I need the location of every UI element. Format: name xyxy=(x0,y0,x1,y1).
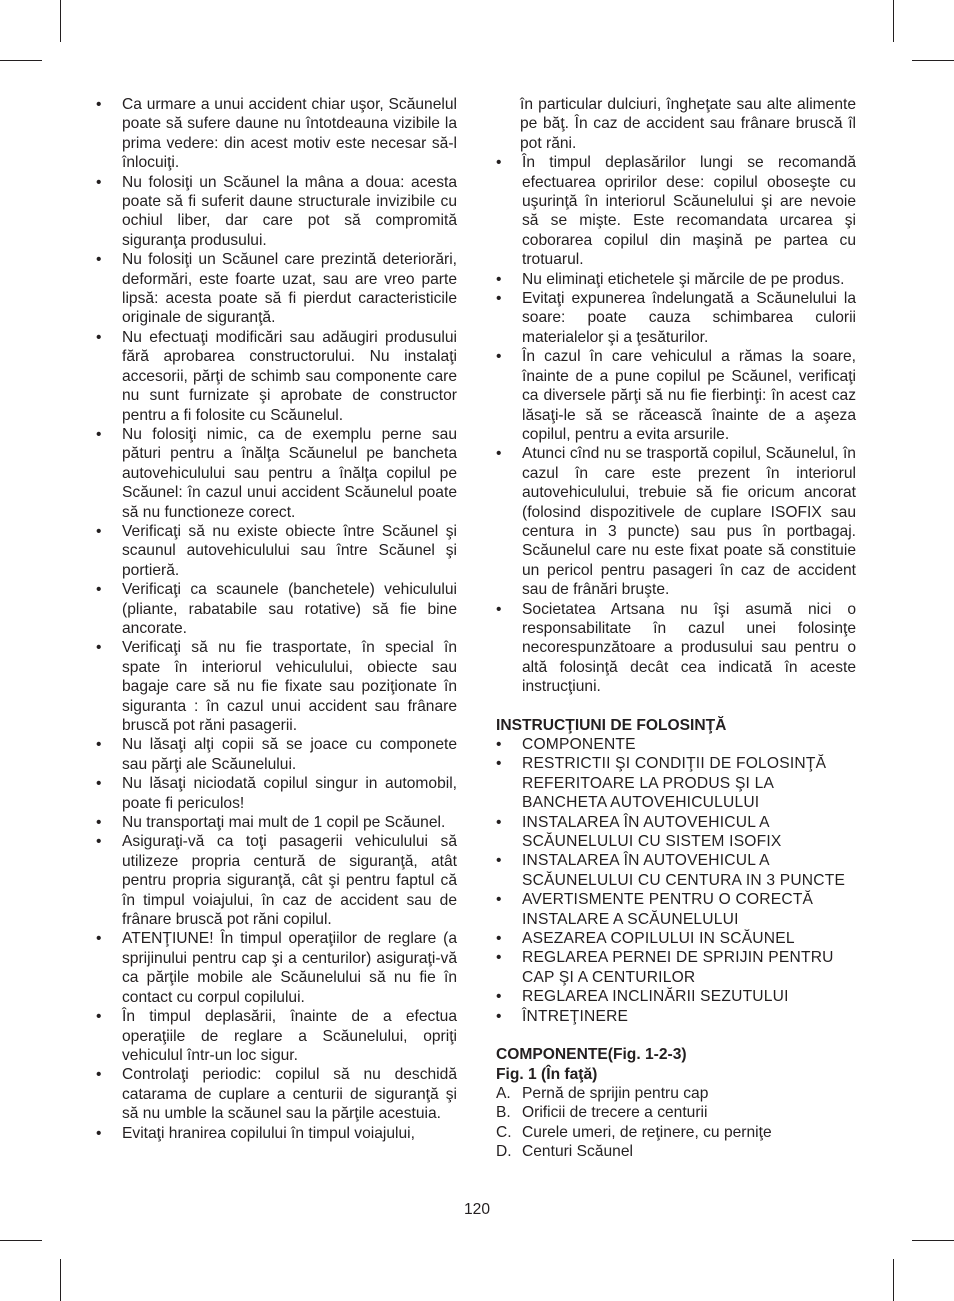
component-item xyxy=(496,1123,856,1142)
components-list xyxy=(496,1084,856,1162)
component-text: Centuri Scăunel xyxy=(522,1143,633,1161)
list-item: • În timpul deplasării, înainte de a efectua operaţiile de reglare a Scăunelului, opriţi vehiculul într-un loc sigur. xyxy=(96,1007,457,1065)
crop-mark xyxy=(0,60,42,61)
component-text: Curele umeri, de reţinere, cu perniţe xyxy=(522,1123,772,1141)
toc-item: • REGLAREA INCLINĂRII SEZUTULUI xyxy=(496,987,856,1006)
list-item-continuation: în particular dulciuri, îngheţate sau alte alimente pe băţ. În caz de accident sau frânare bruscă îl pot răni. xyxy=(520,96,856,152)
list-item: • Atunci cînd nu se trasportă copilul, Scăunelul, în cazul în care este prezent în interiorul autovehiculului, trebuie să fie oricum ancorat (folosind dispozitivele de cuplare ISOFIX sau centura in 3 puncte) sau pus în portbagaj. Scăunelul care nu este fixat poate să constituie un pericol pentru pasageri în caz de accident sau de frânări bruşte. xyxy=(496,444,856,599)
list-item: • Evitaţi expunerea îndelungată a Scăunelului la soare: poate cauza schimbarea culorii materialelor şi a ţesăturilor. xyxy=(496,289,856,347)
list-item: • Societatea Artsana nu îşi asumă nici o responsabilitate în cazul unei folosinţe necorespunzătoare a produsului sau pentru o altă folosinţă decât cea indicată în aceste instrucţiuni. xyxy=(496,600,856,697)
crop-mark xyxy=(912,1240,954,1241)
list-item: • Nu transportaţi mai mult de 1 copil pe Scăunel. xyxy=(96,813,457,832)
safety-warnings-continued-list xyxy=(496,95,856,697)
page-number: 120 xyxy=(463,1201,491,1218)
list-item: • Ca urmare a unui accident chiar uşor, Scăunelul poate să sufere daune nu întotdeauna vizibile la prima vedere: din acest motiv este necesar să-l înlocuiţi. xyxy=(96,95,457,173)
list-item: • Nu lăsaţi alţi copii să se joace cu componete sau părţi ale Scăunelului. xyxy=(96,735,457,774)
table-of-contents xyxy=(496,735,856,1026)
toc-item: • COMPONENTE xyxy=(496,735,856,754)
component-text: Orificii de trecere a centurii xyxy=(522,1104,708,1122)
crop-mark xyxy=(60,0,61,42)
list-item: • Verificaţi să nu existe obiecte între Scăunel şi scaunul autovehiculului sau între Scăunel şi portieră. xyxy=(96,522,457,580)
list-item: • Asiguraţi-vă ca toţi pasagerii vehiculului să utilizeze propria centură de siguranţă, atât pentru propria siguranţă, cât şi pentru faptul că în timpul voiajului, în caz de accident sau de frânare bruscă pot răni copilul. xyxy=(96,832,457,929)
component-text: Pernă de sprijin pentru cap xyxy=(522,1084,709,1102)
list-item: • Nu efectuaţi modificări sau adăugiri produsului fără aprobarea constructorului. Nu instalaţi accesorii, părţi de schimb sau componente care nu sunt furnizate şi aprobate de constructor pentru a fi folosite cu Scăunelul. xyxy=(96,328,457,425)
crop-mark xyxy=(893,0,894,42)
component-item xyxy=(496,1142,856,1161)
component-letter: A. xyxy=(496,1084,511,1102)
toc-item: • ASEZAREA COPILULUI IN SCĂUNEL xyxy=(496,929,856,948)
list-item: • Verificaţi ca scaunele (banchetele) vehiculului (pliante, rabatabile sau rotative) să fie bine ancorate. xyxy=(96,580,457,638)
toc-item: • RESTRICTII ŞI CONDIŢII DE FOLOSINŢĂ REFERITOARE LA PRODUS ŞI LA BANCHETA AUTOVEHICULULUI xyxy=(496,754,856,812)
right-column xyxy=(496,95,856,1162)
component-letter: B. xyxy=(496,1104,511,1122)
component-item xyxy=(496,1084,856,1103)
list-item: • Nu lăsaţi niciodată copilul singur in automobil, poate fi periculos! xyxy=(96,774,457,813)
list-item: • În cazul în care vehiculul a rămas la soare, înainte de a pune copilul pe Scăunel, verificaţi ca diversele părţi să nu fie fierbinţi: în acest caz lăsaţi-le să se răcească înainte de a aşeza copilul, pentru a evita arsurile. xyxy=(496,347,856,444)
toc-item: • INSTALAREA ÎN AUTOVEHICUL A SCĂUNELULUI CU CENTURA IN 3 PUNCTE xyxy=(496,851,856,890)
left-column xyxy=(96,95,457,1143)
toc-item: • REGLAREA PERNEI DE SPRIJIN PENTRU CAP ŞI A CENTURILOR xyxy=(496,948,856,987)
list-item: • În timpul deplasărilor lungi se recomandă efectuarea opririlor dese: copilul oboseşte cu uşurinţă în interiorul Scăunelului şi are nevoie să se mişte. Este recomandata urcarea şi coborarea copilul din maşină pe partea cu trotuarul. xyxy=(496,153,856,269)
toc-item: • INSTALAREA ÎN AUTOVEHICUL A SCĂUNELULUI CU SISTEM ISOFIX xyxy=(496,813,856,852)
list-item: • ATENŢIUNE! În timpul operaţiilor de reglare (a sprijinului pentru cap şi a centurilor) asiguraţi-vă ca părţile mobile ale Scăunelului să nu fie în contact cu corpul copilului. xyxy=(96,929,457,1007)
list-item: • Verificaţi să nu fie trasportate, în special în spate în interiorul vehiculului, obiecte sau bagaje care să nu fie fixate sau poziţionate în siguranta : în cazul unui accident sau frânare bruscă pot răni pasagerii. xyxy=(96,638,457,735)
list-item: • Nu folosiţi nimic, ca de exemplu perne sau pături pentru a înălţa Scăunelul pe bancheta autovehiculului sau pentru a înălţa copilul pe Scăunel: în cazul unui accident Scăunelul poate să nu functioneze corect. xyxy=(96,425,457,522)
toc-item: • ÎNTREŢINERE xyxy=(496,1007,856,1026)
crop-mark xyxy=(893,1259,894,1301)
list-item: • Nu eliminaţi etichetele şi mărcile de pe produs. xyxy=(496,270,856,289)
component-item xyxy=(496,1103,856,1122)
safety-warnings-list xyxy=(96,95,457,1143)
list-item: • Controlaţi periodic: copilul să nu deschidă catarama de cuplare a centurii de siguranţă şi să nu umble la scăunel sau la părţile acestuia. xyxy=(96,1065,457,1123)
figure-heading: Fig. 1 (În faţă) xyxy=(496,1065,598,1083)
crop-mark xyxy=(0,1240,42,1241)
components-heading: COMPONENTE(Fig. 1-2-3) xyxy=(496,1046,687,1064)
component-letter: D. xyxy=(496,1143,512,1161)
list-item: • Nu folosiţi un Scăunel care prezintă deteriorări, deformări, este foarte uzat, sau are vreo parte lipsă: acesta poate să fi pierdut caracteristicile originale de siguranţă. xyxy=(96,250,457,328)
list-item: • Nu folosiţi un Scăunel la mâna a doua: acesta poate să fi suferit daune structurale invizibile cu ochiul liber, dar care pot să compromită siguranţa produsului. xyxy=(96,173,457,251)
component-letter: C. xyxy=(496,1123,512,1141)
toc-item: • AVERTISMENTE PENTRU O CORECTĂ INSTALARE A SCĂUNELULUI xyxy=(496,890,856,929)
instructions-heading: INSTRUCŢIUNI DE FOLOSINŢĂ xyxy=(496,716,727,734)
list-item: • Evitaţi hranirea copilului în timpul voiajului, xyxy=(96,1124,457,1143)
crop-mark xyxy=(60,1259,61,1301)
crop-mark xyxy=(912,60,954,61)
